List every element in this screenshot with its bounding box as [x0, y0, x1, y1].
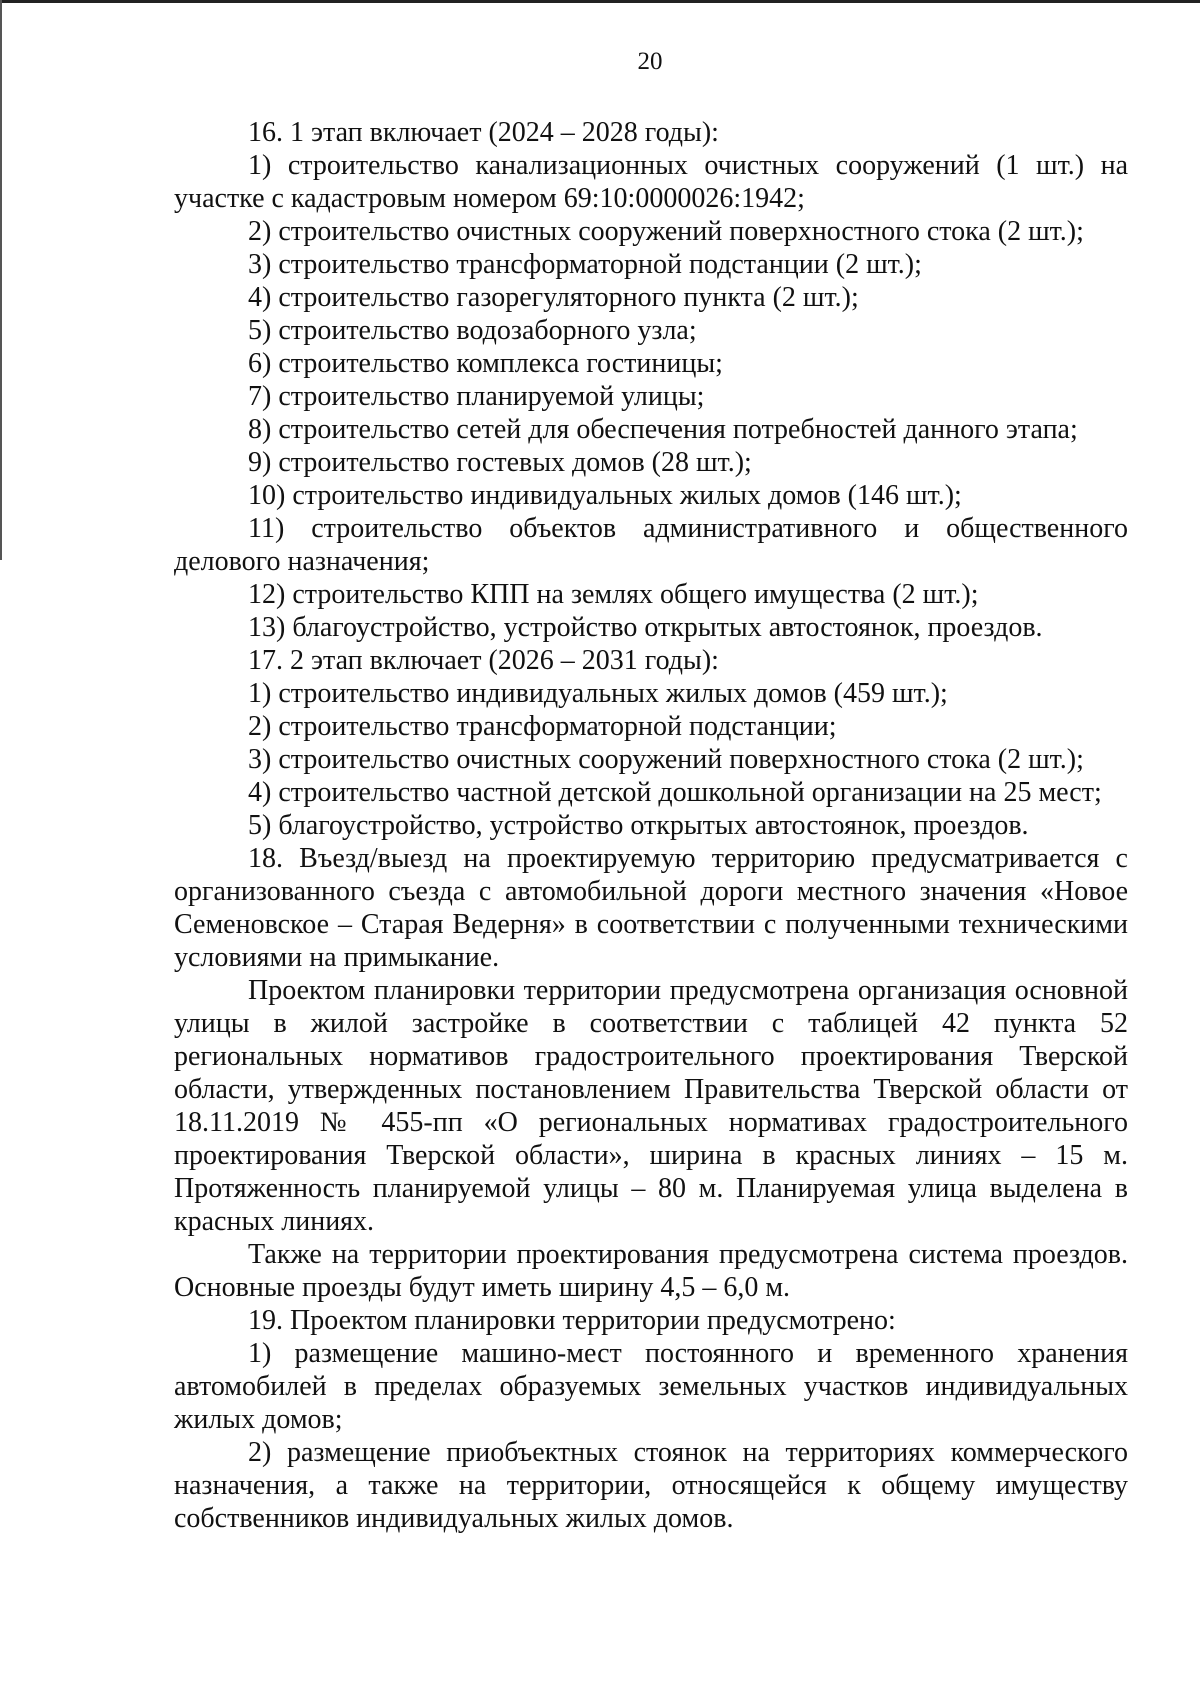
paragraph: 17. 2 этап включает (2026 – 2031 годы): [248, 645, 719, 676]
paragraph: 9) строительство гостевых домов (28 шт.); [248, 447, 752, 478]
paragraph: 13) благоустройство, устройство открытых автостоянок, проездов. [248, 612, 1043, 643]
paragraph: 1) размещение машино-мест постоянного и временного хранения автомобилей в пределах образуемых земельных участков индивидуальных жилых домов; [174, 1338, 1128, 1435]
paragraph: 6) строительство комплекса гостиницы; [248, 348, 723, 379]
paragraph: 7) строительство планируемой улицы; [248, 381, 705, 412]
paragraph: 2) строительство очистных сооружений поверхностного стока (2 шт.); [248, 216, 1084, 247]
paragraph: 5) благоустройство, устройство открытых автостоянок, проездов. [248, 810, 1029, 841]
paragraph: 2) строительство трансформаторной подстанции; [248, 711, 837, 742]
paragraph: 18. Въезд/выезд на проектируемую территорию предусматривается с организованного съезда с автомобильной дороги местного значения «Новое Семеновское – Старая Ведерня» в соответствии с полученными техническими условиями на примыкание. [174, 843, 1128, 973]
page-number: 20 [637, 48, 663, 75]
paragraph: 2) размещение приобъектных стоянок на территориях коммерческого назначения, а также на территории, относящейся к общему имуществу собственников индивидуальных жилых домов. [174, 1437, 1128, 1534]
paragraph: 8) строительство сетей для обеспечения потребностей данного этапа; [248, 414, 1078, 445]
paragraph: 1) строительство индивидуальных жилых домов (459 шт.); [248, 678, 948, 709]
paragraph: 4) строительство частной детской дошкольной организации на 25 мест; [248, 777, 1102, 808]
paragraph: 3) строительство трансформаторной подстанции (2 шт.); [248, 249, 922, 280]
paragraph: 3) строительство очистных сооружений поверхностного стока (2 шт.); [248, 744, 1084, 775]
document-body [174, 116, 1128, 1535]
paragraph: 11) строительство объектов административного и общественного делового назначения; [174, 513, 1128, 577]
paragraph: 10) строительство индивидуальных жилых домов (146 шт.); [248, 480, 962, 511]
scan-border-left [0, 0, 2, 560]
paragraph: 5) строительство водозаборного узла; [248, 315, 697, 346]
paragraph: Также на территории проектирования предусмотрена система проездов. Основные проезды будут иметь ширину 4,5 – 6,0 м. [174, 1239, 1128, 1303]
paragraph: 16. 1 этап включает (2024 – 2028 годы): [248, 117, 719, 148]
scan-border-top [0, 0, 1200, 3]
paragraph: 4) строительство газорегуляторного пункта (2 шт.); [248, 282, 859, 313]
paragraph: 12) строительство КПП на землях общего имущества (2 шт.); [248, 579, 979, 610]
paragraph: 19. Проектом планировки территории предусмотрено: [248, 1305, 896, 1336]
paragraph: Проектом планировки территории предусмотрена организация основной улицы в жилой застройке в соответствии с таблицей 42 пункта 52 региональных нормативов градостроительного проектирования Тверской области, утвержденных постановлением Правительства Тверской области от 18.11.2019 № 455-пп «О региональных нормативах градостроительного проектирования Тверской области», ширина в красных линиях – 15 м. Протяженность планируемой улицы – 80 м. Планируемая улица выделена в красных линиях. [174, 975, 1128, 1237]
paragraph: 1) строительство канализационных очистных сооружений (1 шт.) на участке с кадастровым номером 69:10:0000026:1942; [174, 150, 1128, 214]
